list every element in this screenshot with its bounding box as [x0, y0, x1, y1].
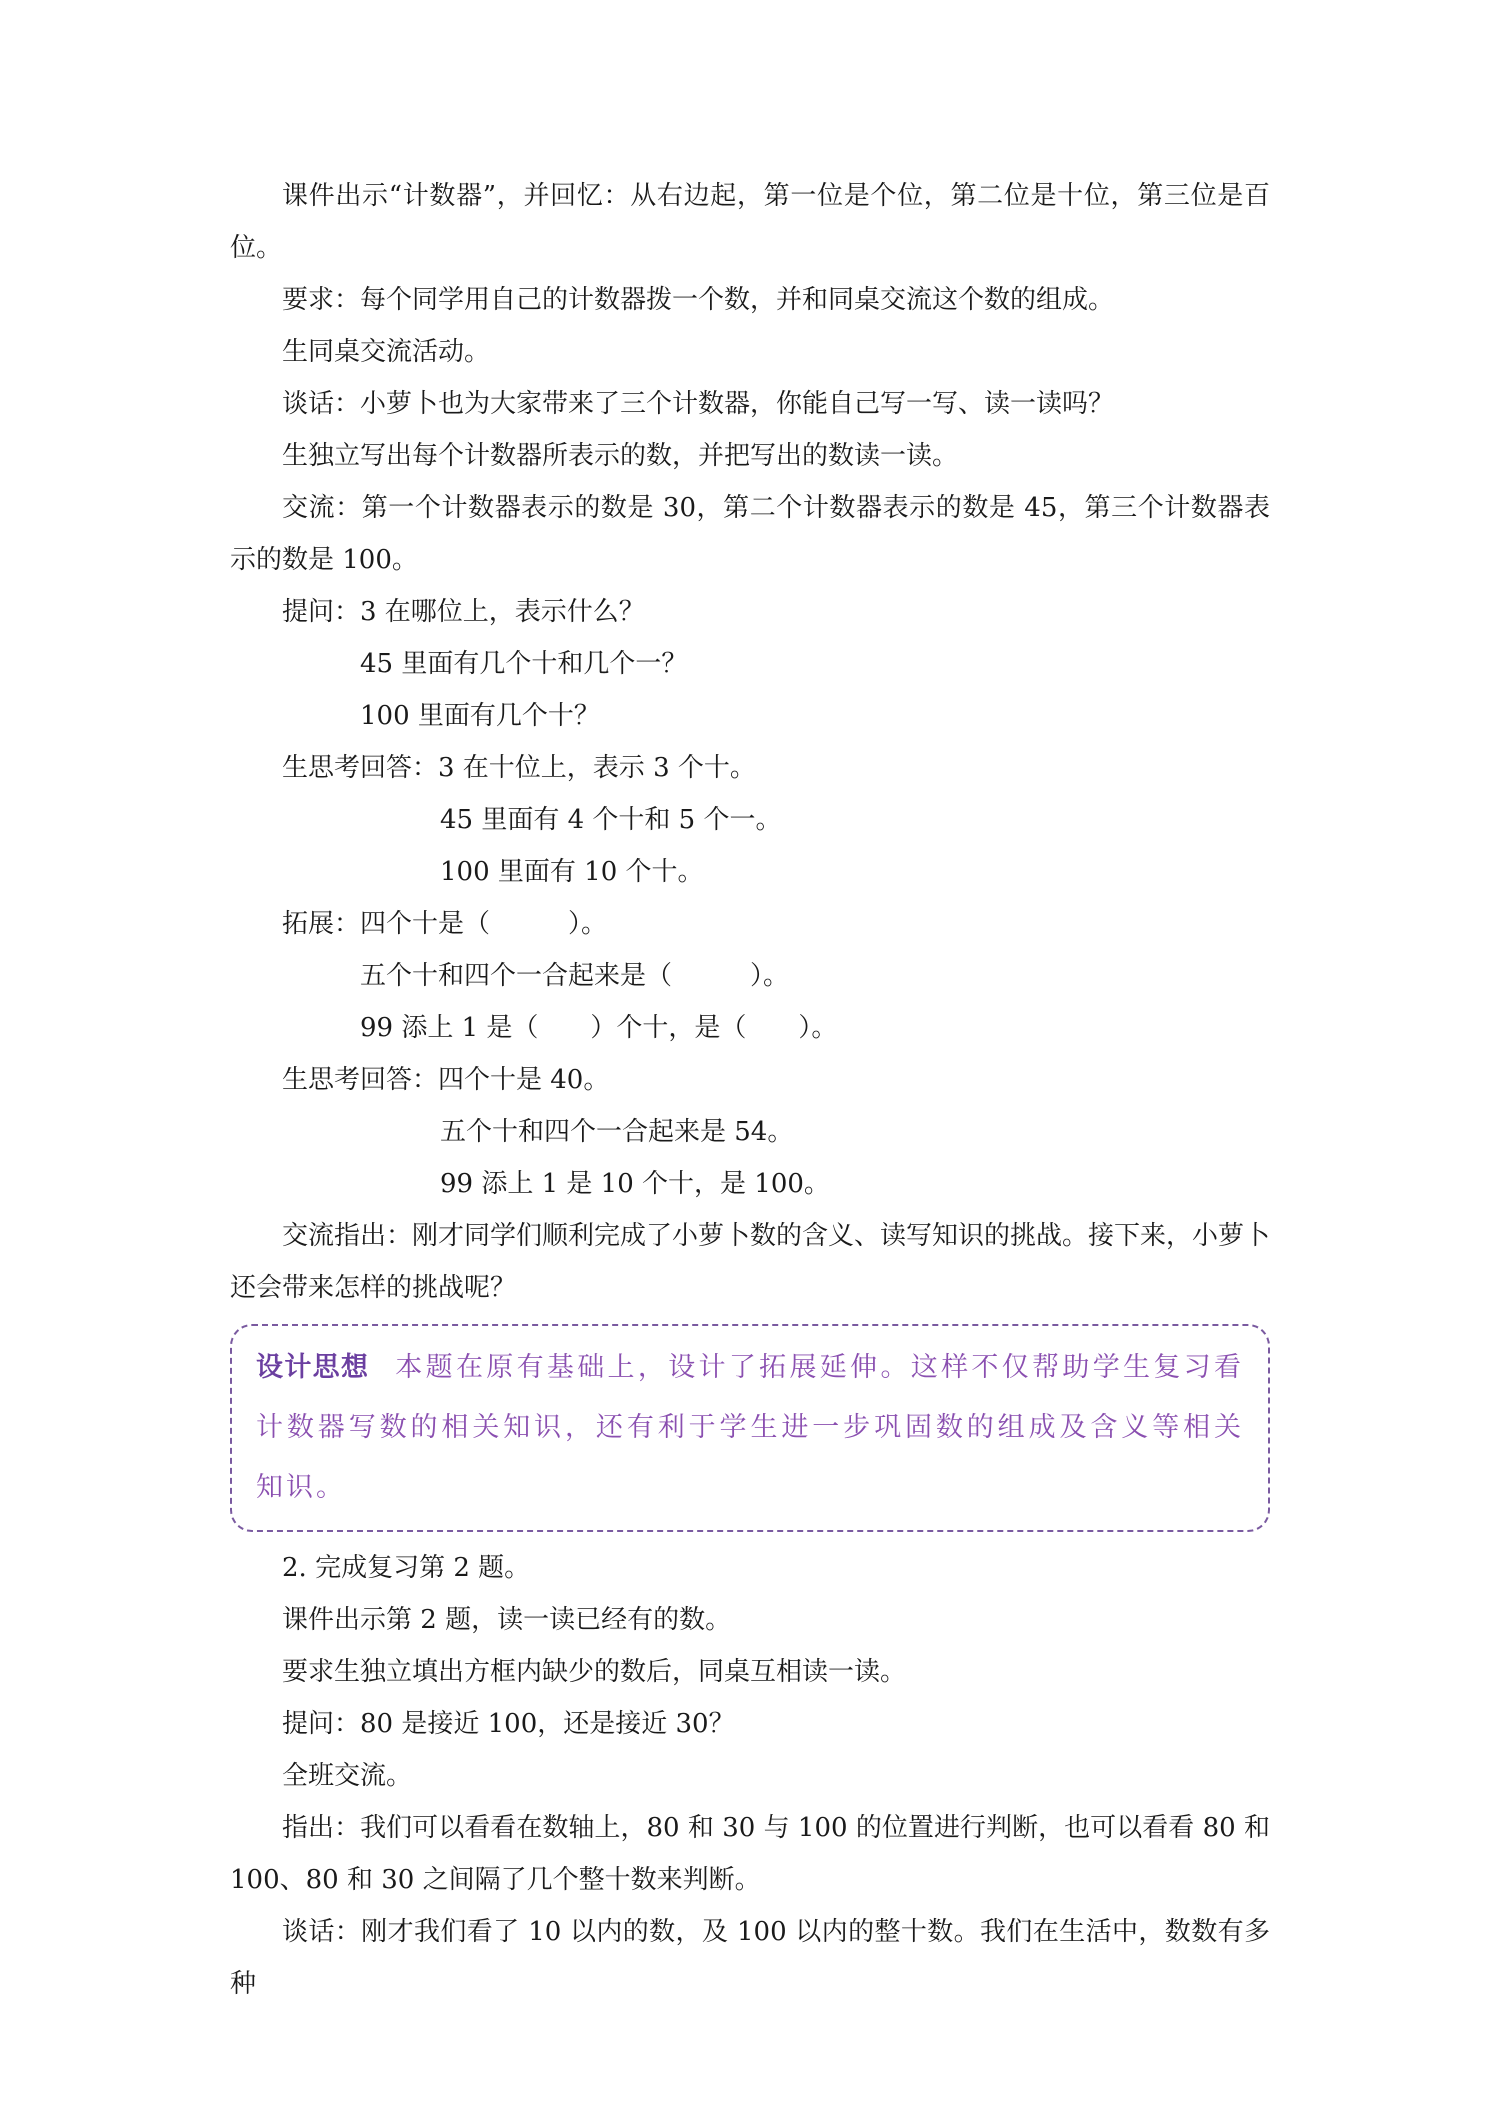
paragraph: 要求：每个同学用自己的计数器拨一个数，并和同桌交流这个数的组成。 [282, 285, 1115, 315]
design-thought-box [230, 1324, 1270, 1532]
paragraph: 2. 完成复习第 2 题。 [282, 1553, 531, 1583]
extension-item: 五个十和四个一合起来是（ ）。 [360, 961, 790, 991]
paragraph: 课件出示“计数器”，并回忆：从右边起，第一位是个位，第二位是十位，第三位是百位。 [230, 181, 1270, 263]
answer-item: 100 里面有 10 个十。 [440, 857, 704, 887]
extension-item: 99 添上 1 是（ ）个十，是（ ）。 [360, 1013, 838, 1043]
paragraph: 生同桌交流活动。 [282, 337, 491, 367]
summary-paragraph: 交流指出：刚才同学们顺利完成了小萝卜数的含义、读写知识的挑战。接下来，小萝卜还会带来怎样的挑战呢？ [230, 1221, 1271, 1303]
answer-item: 99 添上 1 是 10 个十，是 100。 [440, 1169, 830, 1199]
question-item: 45 里面有几个十和几个一？ [360, 649, 688, 679]
paragraph: 交流：第一个计数器表示的数是 30，第二个计数器表示的数是 45，第三个计数器表示的数是 100。 [230, 493, 1270, 575]
paragraph: 谈话：小萝卜也为大家带来了三个计数器，你能自己写一写、读一读吗？ [282, 389, 1115, 419]
answer-lead: 生思考回答：3 在十位上，表示 3 个十。 [282, 753, 756, 783]
paragraph: 指出：我们可以看看在数轴上，80 和 30 与 100 的位置进行判断，也可以看看 80 和 100、80 和 30 之间隔了几个整十数来判断。 [230, 1813, 1279, 1895]
design-thought-text [256, 1338, 1244, 1518]
paragraph: 全班交流。 [282, 1761, 413, 1791]
design-thought-label: 设计思想 [256, 1352, 370, 1383]
question-lead: 提问：3 在哪位上，表示什么？ [282, 597, 645, 627]
answer-lead: 生思考回答：四个十是 40。 [282, 1065, 610, 1095]
paragraph: 要求生独立填出方框内缺少的数后，同桌互相读一读。 [282, 1657, 907, 1687]
paragraph: 生独立写出每个计数器所表示的数，并把写出的数读一读。 [282, 441, 959, 471]
paragraph: 谈话：刚才我们看了 10 以内的数，及 100 以内的整十数。我们在生活中，数数有多种 [230, 1917, 1270, 1999]
document-page [230, 170, 1279, 2010]
paragraph: 提问：80 是接近 100，还是接近 30？ [282, 1709, 735, 1739]
answer-item: 45 里面有 4 个十和 5 个一。 [440, 805, 782, 835]
question-item: 100 里面有几个十？ [360, 701, 600, 731]
design-thought-body: 本题在原有基础上，设计了拓展延伸。这样不仅帮助学生复习看计数器写数的相关知识，还有利于学生进一步巩固数的组成及含义等相关知识。 [256, 1352, 1245, 1503]
extension-lead: 拓展：四个十是（ ）。 [282, 909, 608, 939]
answer-item: 五个十和四个一合起来是 54。 [440, 1117, 794, 1147]
paragraph: 课件出示第 2 题，读一读已经有的数。 [282, 1605, 732, 1635]
